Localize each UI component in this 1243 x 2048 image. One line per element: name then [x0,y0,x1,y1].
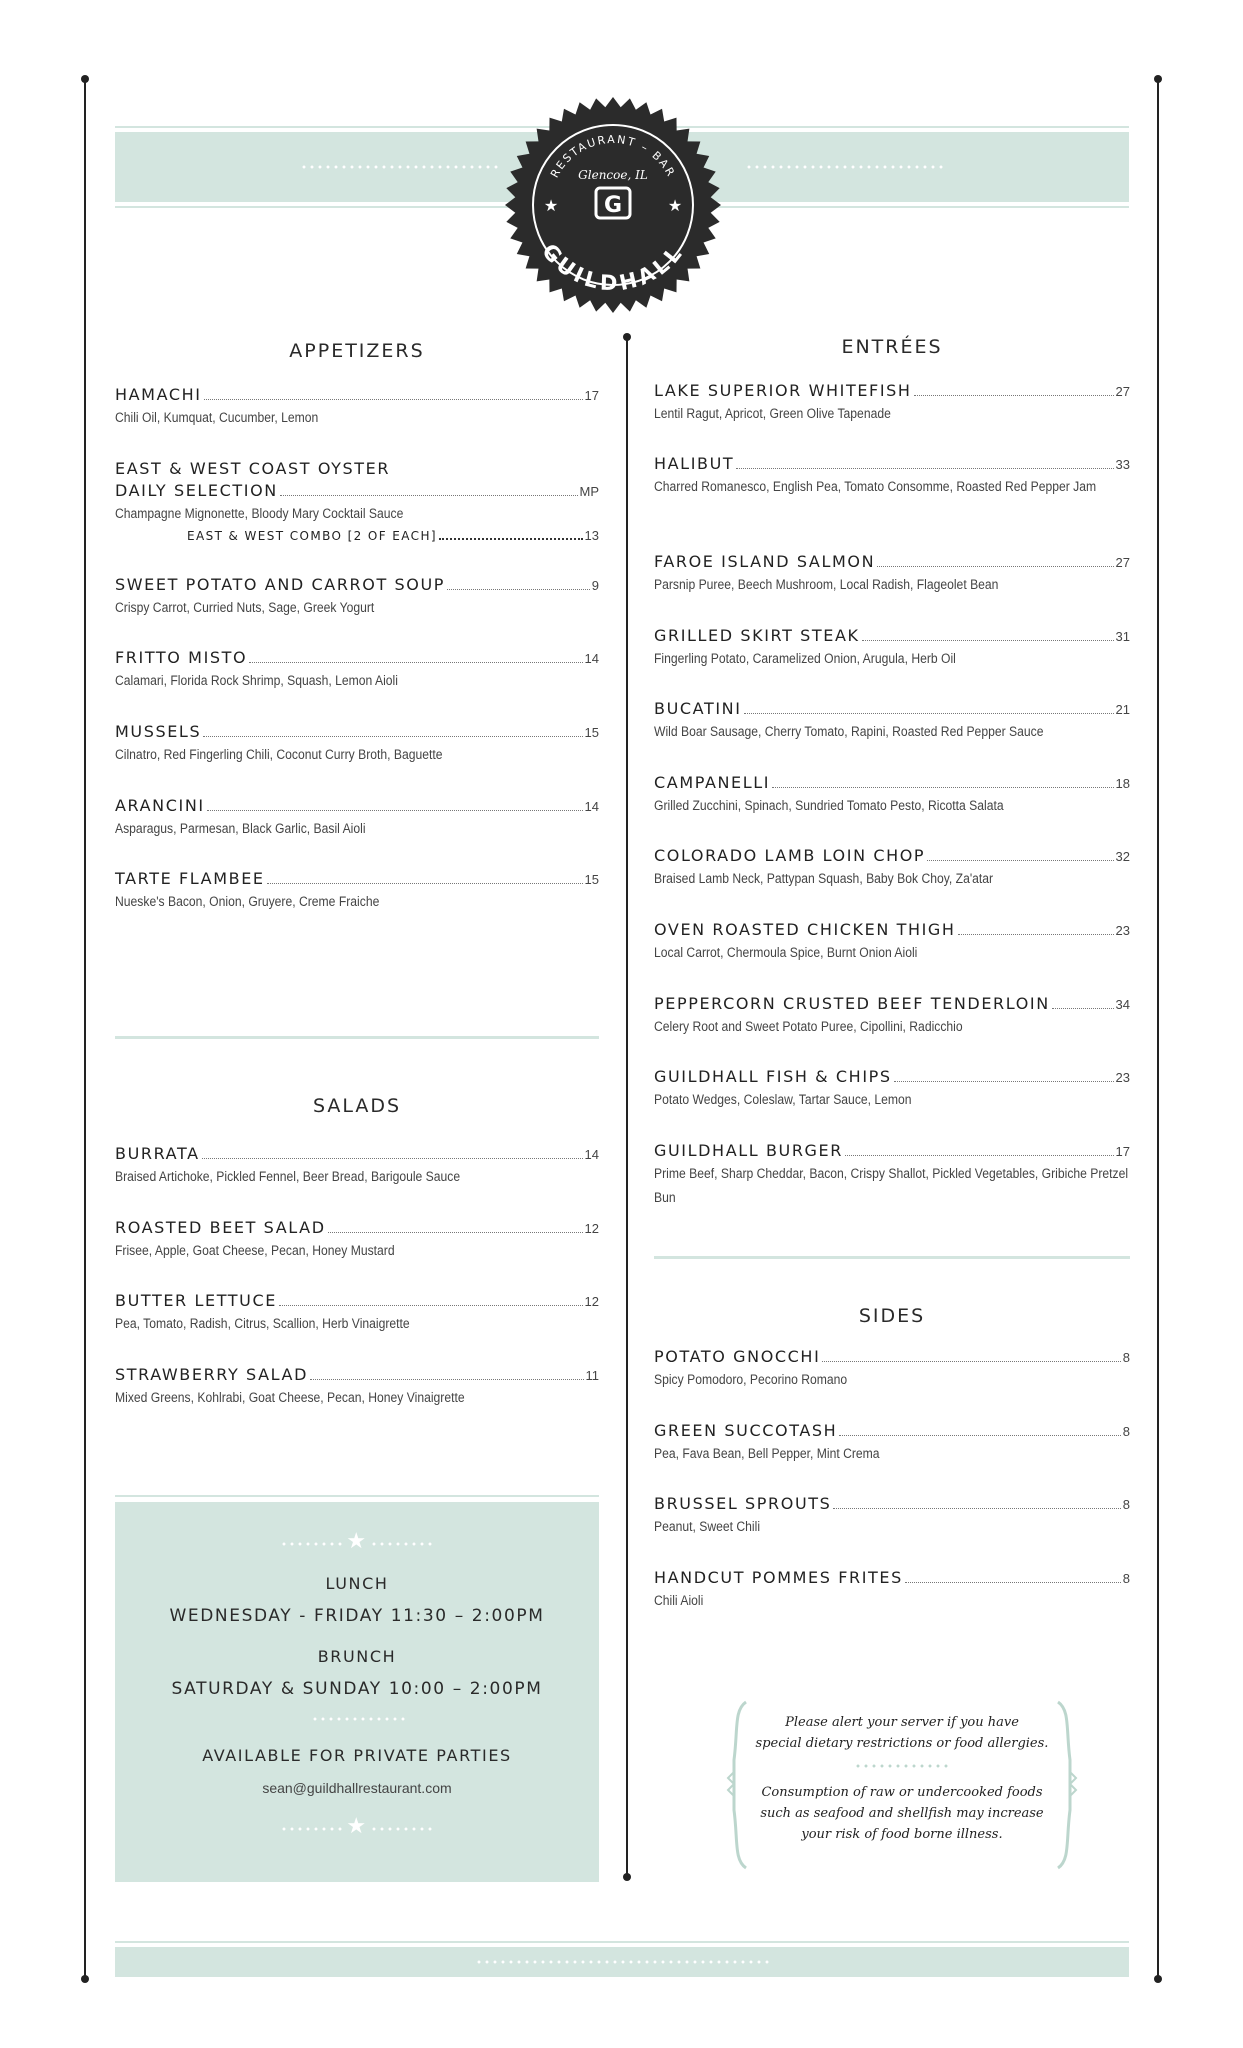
menu-item-description: Pea, Tomato, Radish, Citrus, Scallion, Herb Vinaigrette [115,1316,410,1331]
menu-item-row [654,1493,1130,1515]
sides-menu-item [654,1420,1130,1466]
menu-item-description: Celery Root and Sweet Potato Puree, Cipollini, Radicchio [654,1019,963,1034]
menu-item-name: ROASTED BEET SALAD [115,1218,326,1237]
menu-item-row [654,625,1130,647]
appetizers-title: APPETIZERS [289,340,425,362]
menu-item-name: HAMACHI [115,385,202,404]
menu-item-price: 12 [584,1221,599,1236]
menu-item-description: Grilled Zucchini, Spinach, Sundried Tomato Pesto, Ricotta Salata [654,798,1004,813]
menu-item-description: Fingerling Potato, Caramelized Onion, Arugula, Herb Oil [654,651,956,666]
entrees-menu-item [654,772,1130,818]
menu-item-sub-name: EAST & WEST COMBO [2 OF EACH] [187,529,437,543]
top-band-dots-right [745,165,945,169]
menu-item-name: OVEN ROASTED CHICKEN THIGH [654,920,956,939]
menu-item-row [654,1140,1130,1162]
salads-menu-item [115,1364,599,1410]
dotted-leader [279,1305,583,1306]
menu-item-name: CAMPANELLI [654,773,771,792]
notice-line-3: Consumption of raw or undercooked foods [761,1785,1043,1800]
dotted-leader [744,713,1114,714]
entrees-menu-item [654,1140,1130,1210]
menu-item-name: GUILDHALL BURGER [654,1141,843,1160]
menu-item-price: 8 [1122,1350,1130,1365]
menu-item-name: HANDCUT POMMES FRITES [654,1568,903,1587]
appetizers-menu-item [115,384,599,430]
menu-item-price: 9 [591,578,599,593]
entrees-menu-item [654,698,1130,744]
menu-item-price: 8 [1122,1571,1130,1586]
entrees-title: ENTRÉES [841,336,943,358]
private-parties: AVAILABLE FOR PRIVATE PARTIES [202,1746,512,1765]
menu-item-row [115,1143,599,1165]
dotted-leader [958,934,1114,935]
menu-item-sub-price: 13 [584,528,599,543]
appetizers-menu-item [115,868,599,914]
entrees-menu-item [654,380,1130,426]
menu-item-row [654,1567,1130,1589]
dotted-leader [822,1361,1120,1362]
appetizers-menu-item [115,458,599,545]
menu-item-price: 27 [1115,555,1130,570]
hours-box [115,1502,599,1882]
salads-menu-item [115,1290,599,1336]
menu-item-row [115,1217,599,1239]
menu-item-name: BURRATA [115,1144,200,1163]
menu-item-description: Nueske's Bacon, Onion, Gruyere, Creme Fraiche [115,894,380,909]
menu-item-row [654,453,1130,475]
notice-line-2: special dietary restrictions or food allergies. [755,1736,1049,1751]
dotted-leader [207,810,583,811]
menu-item-description: Pea, Fava Bean, Bell Pepper, Mint Crema [654,1446,880,1461]
menu-item-row [654,845,1130,867]
menu-item-name: HALIBUT [654,454,735,473]
menu-item-row [115,1290,599,1312]
appetizers-menu-item [115,574,599,620]
dotted-leader [202,1158,583,1159]
menu-item-price: 14 [584,651,599,666]
contact-email[interactable]: sean@guildhallrestaurant.com [262,1780,452,1796]
brunch-time: SATURDAY & SUNDAY 10:00 – 2:00PM [171,1679,543,1699]
menu-item-name: DAILY SELECTION [115,481,278,500]
menu-item-price: 14 [584,1147,599,1162]
appetizers-salads-divider [115,1036,599,1039]
menu-item-name: LAKE SUPERIOR WHITEFISH [654,381,912,400]
entrees-menu-item [654,919,1130,965]
menu-item-description: Parsnip Puree, Beech Mushroom, Local Radish, Flageolet Bean [654,577,999,592]
dotted-leader [204,399,583,400]
menu-item-description: Champagne Mignonette, Bloody Mary Cocktail Sauce [115,506,404,521]
dotted-leader [447,589,590,590]
menu-item-row [115,795,599,817]
menu-item-price: 23 [1115,923,1130,938]
menu-item-price: 21 [1115,702,1130,717]
center-column-rule [626,338,628,1878]
menu-item-description: Peanut, Sweet Chili [654,1519,761,1534]
center-rule-dot-bottom [623,1873,631,1881]
menu-item-description: Crispy Carrot, Curried Nuts, Sage, Greek Yogurt [115,600,375,615]
left-frame-dot-top [81,75,89,83]
brunch-label: BRUNCH [317,1647,397,1666]
menu-item-price: 8 [1122,1497,1130,1512]
entrees-menu-item [654,551,1130,597]
dotted-leader [833,1508,1120,1509]
menu-item-price: 33 [1115,457,1130,472]
logo-top-text: RESTAURANT – BAR [548,132,678,181]
lunch-time: WEDNESDAY - FRIDAY 11:30 – 2:00PM [169,1606,545,1626]
menu-item-row [654,993,1130,1015]
hours-top-line [115,1495,599,1497]
dotted-leader [877,566,1113,567]
hours-dots-middle [311,1717,407,1721]
entrees-menu-item [654,1066,1130,1112]
notice-line-1: Please alert your server if you have [785,1715,1019,1730]
dotted-leader [328,1232,583,1233]
menu-item-name: BRUSSEL SPROUTS [654,1494,832,1513]
dotted-leader [280,495,578,496]
menu-item-row [654,1346,1130,1368]
menu-item-name: GREEN SUCCOTASH [654,1421,838,1440]
notice-dots [854,1764,950,1768]
menu-item-price: 8 [1122,1424,1130,1439]
menu-item-description: Prime Beef, Sharp Cheddar, Bacon, Crispy Shallot, Pickled Vegetables, Gribiche Pretzel Bun [654,1166,1129,1205]
dotted-leader [905,1582,1121,1583]
guildhall-logo [503,95,723,315]
menu-item-row [115,574,599,596]
menu-item-name: STRAWBERRY SALAD [115,1365,308,1384]
logo-city: Glencoe, IL [578,168,648,182]
sides-menu-item [654,1493,1130,1539]
menu-item-row [654,698,1130,720]
entrees-menu-item [654,993,1130,1039]
menu-item-description: Asparagus, Parmesan, Black Garlic, Basil Aioli [115,821,366,836]
menu-item-description: Wild Boar Sausage, Cherry Tomato, Rapini, Roasted Red Pepper Sauce [654,724,1044,739]
menu-item-name: POTATO GNOCCHI [654,1347,821,1366]
menu-item-name: MUSSELS [115,722,202,741]
dotted-leader [914,395,1114,396]
salads-menu-item [115,1143,599,1189]
bottom-band-dots [475,1960,771,1964]
menu-item-row [115,721,599,743]
menu-item-description: Charred Romanesco, English Pea, Tomato Consomme, Roasted Red Pepper Jam [654,479,1097,494]
bottom-band-line [115,1941,1129,1943]
salads-menu-item [115,1217,599,1263]
menu-item-name: BUCATINI [654,699,742,718]
sides-title: SIDES [858,1305,926,1327]
dotted-leader [1052,1008,1114,1009]
menu-item-name: PEPPERCORN CRUSTED BEEF TENDERLOIN [654,994,1050,1013]
menu-item-price: 27 [1115,384,1130,399]
menu-item-name: FRITTO MISTO [115,648,248,667]
dotted-leader [439,538,583,540]
menu-item-price: 14 [584,799,599,814]
dotted-leader [772,787,1113,788]
menu-item-description: Mixed Greens, Kohlrabi, Goat Cheese, Pecan, Honey Vinaigrette [115,1390,465,1405]
right-frame-dot-bottom [1154,1975,1162,1983]
menu-item-description: Calamari, Florida Rock Shrimp, Squash, Lemon Aioli [115,673,398,688]
menu-item-row [654,772,1130,794]
right-frame-dot-top [1154,75,1162,83]
menu-item-price: 17 [1115,1144,1130,1159]
menu-item-price: 15 [584,725,599,740]
menu-item-price: MP [579,484,599,499]
menu-item-name: COLORADO LAMB LOIN CHOP [654,846,926,865]
menu-item-row [115,480,599,502]
menu-item-price: 11 [585,1368,599,1383]
menu-item-description: Braised Artichoke, Pickled Fennel, Beer Bread, Barigoule Sauce [115,1169,461,1184]
menu-item-row [654,1420,1130,1442]
appetizers-menu-item [115,795,599,841]
menu-item-name: BUTTER LETTUCE [115,1291,277,1310]
menu-item-row [654,380,1130,402]
menu-item-row [654,919,1130,941]
menu-item-name-line1: EAST & WEST COAST OYSTER [115,459,391,478]
dotted-leader [862,640,1114,641]
center-rule-dot-top [623,333,631,341]
menu-item-subline [115,528,599,545]
menu-item-description: Local Carrot, Chermoula Spice, Burnt Onion Aioli [654,945,918,960]
dotted-leader [845,1155,1114,1156]
entrees-menu-item [654,453,1130,499]
menu-item-description: Frisee, Apple, Goat Cheese, Pecan, Honey Mustard [115,1243,395,1258]
entrees-menu-item [654,845,1130,891]
menu-item-name: SWEET POTATO AND CARROT SOUP [115,575,446,594]
dotted-leader [249,662,582,663]
menu-item-description: Potato Wedges, Coleslaw, Tartar Sauce, Lemon [654,1092,912,1107]
logo-name: GUILDHALL [537,239,689,296]
dotted-leader [310,1379,584,1380]
notice-line-4: such as seafood and shellfish may increase [760,1806,1044,1821]
dotted-leader [927,860,1113,861]
menu-item-name: GRILLED SKIRT STEAK [654,626,860,645]
left-frame-dot-bottom [81,1975,89,1983]
logo-star-right: ★ [667,198,683,215]
entrees-menu-item [654,625,1130,671]
menu-item-description: Lentil Ragut, Apricot, Green Olive Tapenade [654,406,891,421]
menu-item-row [654,551,1130,573]
notice-line-5: your risk of food borne illness. [801,1827,1003,1842]
right-frame-rule [1157,80,1159,1980]
menu-item-price: 15 [584,872,599,887]
menu-item-row [115,384,599,406]
menu-item-name: GUILDHALL FISH & CHIPS [654,1067,892,1086]
menu-item-description: Chili Aioli [654,1593,704,1608]
sides-menu-item [654,1567,1130,1613]
dotted-leader [839,1435,1121,1436]
dotted-leader [267,883,583,884]
entrees-sides-divider [654,1256,1130,1259]
hours-dots-bottom-right [370,1827,434,1831]
appetizers-menu-item [115,647,599,693]
logo-star-left: ★ [543,198,559,215]
menu-item-price: 18 [1115,776,1130,791]
menu-item-description: Spicy Pomodoro, Pecorino Romano [654,1372,848,1387]
menu-item-row [115,868,599,890]
menu-item-price: 23 [1115,1070,1130,1085]
menu-item-name: TARTE FLAMBEE [115,869,265,888]
logo-monogram: G [603,193,623,218]
lunch-label: LUNCH [325,1574,389,1593]
menu-item-price: 32 [1115,849,1130,864]
menu-item-description: Cilnatro, Red Fingerling Chili, Coconut Curry Broth, Baguette [115,747,443,762]
menu-item-row [115,1364,599,1386]
menu-item-description: Braised Lamb Neck, Pattypan Squash, Baby Bok Choy, Za'atar [654,871,994,886]
dotted-leader [894,1081,1114,1082]
salads-title: SALADS [312,1095,402,1117]
sides-menu-item [654,1346,1130,1392]
menu-item-name: ARANCINI [115,796,205,815]
dotted-leader [736,468,1113,469]
menu-item-description: Chili Oil, Kumquat, Cucumber, Lemon [115,410,319,425]
menu-item-price: 31 [1115,629,1130,644]
menu-item-row [115,647,599,669]
menu-item-price: 12 [584,1294,599,1309]
menu-item-row [654,1066,1130,1088]
menu-item-price: 34 [1115,997,1130,1012]
menu-item-price: 17 [584,388,599,403]
appetizers-menu-item [115,721,599,767]
star-icon: ★ [346,1814,368,1839]
allergy-notice [724,1700,1080,1870]
menu-item-name: FAROE ISLAND SALMON [654,552,876,571]
top-band-dots-left [300,165,500,169]
hours-dots-top-right [370,1542,434,1546]
star-icon: ★ [346,1529,368,1554]
left-frame-rule [84,80,86,1980]
dotted-leader [203,736,582,737]
